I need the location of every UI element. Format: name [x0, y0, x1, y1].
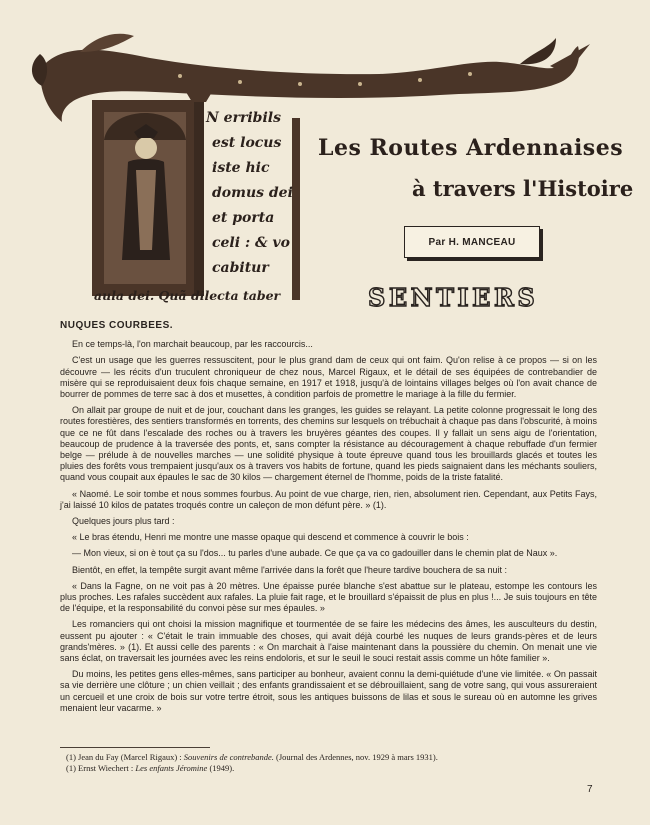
- manuscript-right-border: [292, 118, 300, 300]
- manuscript-line: iste hic: [212, 160, 270, 176]
- paragraph: Du moins, les petites gens elles-mêmes, sans participer au bonheur, avaient connu la demi-quiétude d'une vie limitée. « On passait sa vie derrière une clôture ; un chien veillait ; des enfants grandissaient et se débrouillaient, sang de votre sang, qui vous assureraient un cercueil et une croix de bois sur votre tertre étroit, sous les antiques buissons de lilas et sous le sureau où en automne les grives menaient leur vacarme. »: [60, 669, 597, 713]
- paragraph: En ce temps-là, l'on marchait beaucoup, par les raccourcis...: [72, 339, 313, 350]
- article-series-title: Les Routes Ardennaises: [318, 135, 624, 161]
- scroll-leaf-right: [520, 38, 556, 64]
- footnote-work: Souvenirs de contrebande.: [183, 752, 274, 762]
- footnote: [66, 763, 536, 774]
- article-series-subtitle: à travers l'Histoire: [412, 176, 634, 201]
- paragraph: Bientôt, en effet, la tempête surgit avant même l'arrivée dans la forêt que l'heure tardive bouchera de sa nuit :: [72, 564, 508, 575]
- paragraph: Les romanciers qui ont choisi la mission magnifique et tourmentée de se faire les médecins des âmes, les ausculteurs du destin, eussent pu ajouter : « C'était le train immuable des choses, qui avait déjà courbé les nuques de leurs grands-pères et de leurs grands'mères. » (1). Et aussi celle des parents : « On marchait à l'aise maintenant dans la poussière du chemin. On menait une vie sans éclat, on traversait les journées avec les reins endoloris, et sur le seuil le souci restait assis comme un hôte familier ».: [60, 619, 597, 664]
- article-heading: NUQUES COURBEES.: [60, 320, 174, 331]
- paragraph: C'est un usage que les guerres ressuscitent, pour le plus grand dam de ceux qui ont faim. Qu'on relise à ce propos — si on les découvre — les récits d'un truculent chroniqueur de chez nous, Marcel Rigaux, et le détail de ses équipées de contrebandier de misère qui se reproduisaient deux fois chaque semaine, en 1917 et 1918, jusqu'à de lointains villages belges où l'on avait chance de bourrer de pommes de terre sac à dos et musettes, à condition parfois de promettre le mariage à la fille du fermier.: [60, 355, 597, 400]
- footnote-details: (Journal des Ardennes, nov. 1929 à mars 1931).: [276, 752, 438, 762]
- paragraph: On allait par groupe de nuit et de jour, couchant dans les granges, les guides se relayant. La petite colonne progressait le long des routes forestières, des sentiers transformés en torrents, des chemins sur lesquels on trébuchait à chaque pas dans l'obscurité, à moins que ce ne fût dans l'escalade des roches ou à travers les bruyères géantes des coupes. Il y fallait un sens aigu de l'orientation, beaucoup de prudence à la traversée des ponts, et, sans compter la résistance au découragement à chaque rebuffade d'un fermier belge — prélude à de nouvelles marches — une solidité physique à toute épreuve quand tous les brouillards glacés et toutes les pluies des forêts vous trempaient jusqu'aux os à travers vos habits de fortune, quand les pieds saignaient dans les méchants souliers, quand vous coupait aux épaules le sac de 30 kilos — chargement éternel de l'homme, poids de la triste fatalité.: [60, 405, 597, 483]
- manuscript-line: celi : & vo: [212, 235, 290, 251]
- footnote-details: (1949).: [209, 763, 235, 773]
- author-byline-box: [404, 226, 540, 258]
- page-number: 7: [587, 784, 593, 795]
- manuscript-line: cabitur: [212, 260, 269, 276]
- section-title: SENTIERS: [368, 283, 539, 312]
- footnote-author: Ernst Wiechert :: [78, 763, 134, 773]
- manuscript-line: et porta: [212, 210, 275, 226]
- paragraph: — Mon vieux, si on è tout ça su l'dos... tu parles d'une aubade. Ce que ça va co gadouiller dans le chemin plat de Naux ».: [72, 548, 558, 559]
- author-byline: Par H. MANCEAU: [428, 236, 516, 248]
- paragraph: Quelques jours plus tard :: [72, 516, 175, 527]
- footnote-author: Jean du Fay (Marcel Rigaux) :: [78, 752, 182, 762]
- paragraph: « Le bras étendu, Henri me montre une masse opaque qui descend et commence à couvrir le bois :: [72, 532, 469, 543]
- paragraph: « Dans la Fagne, on ne voit pas à 20 mètres. Une épaisse purée blanche s'est abattue sur le plateau, estompe les contours les plus proches. Les rafales succèdent aux rafales. La pluie fait rage, et le brouillard s'épaissit de plus en plus !... Je suis toujours en tête de l'équipe, et la responsabilité du convoi pèse sur mes épaules. »: [60, 580, 597, 614]
- footnote-divider: [60, 747, 210, 748]
- footnote-work: Les enfants Jéromine: [135, 763, 208, 773]
- initial-column: [194, 96, 204, 296]
- manuscript-line: est locus: [212, 135, 282, 151]
- footnote: [66, 752, 536, 763]
- footnote-number: (1): [66, 763, 76, 773]
- footnotes: [66, 752, 536, 774]
- footnote-number: (1): [66, 752, 76, 762]
- article-body: [60, 320, 597, 719]
- manuscript-line: N erribils: [206, 110, 281, 126]
- scroll-leaf-top: [80, 34, 134, 52]
- manuscript-line: domus dei: [212, 185, 293, 201]
- manuscript-line: aula dei. Quã dilecta taber: [94, 288, 281, 303]
- paragraph: « Naomé. Le soir tombe et nous sommes fourbus. Au point de vue charge, rien, rien, absolument rien. Cependant, aux Petits Fays, j'ai laissé 10 kilos de patates troqués contre un caleçon de mon défunt père. » (1).: [60, 488, 597, 510]
